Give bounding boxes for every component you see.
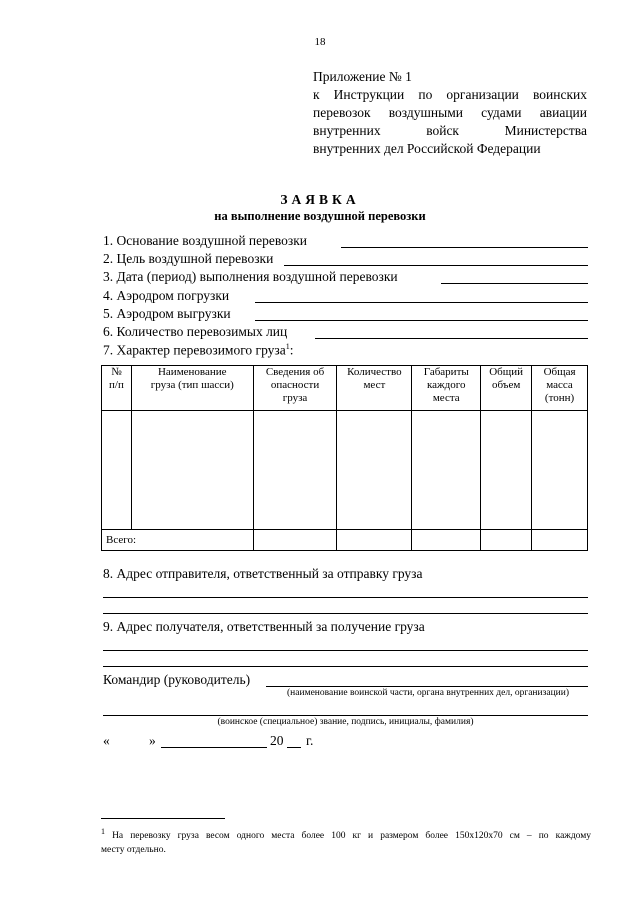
field-cargo-nature-text: 7. Характер перевозимого груза [103, 342, 286, 358]
table-row [102, 411, 588, 530]
commander-signature-caption: (воинское (специальное) звание, подпись, инициалы, фамилия) [217, 717, 474, 727]
appendix-header [313, 68, 587, 158]
commander-unit-caption: (наименование воинской части, органа внутренних дел, организации) [287, 688, 569, 698]
table-cell[interactable] [532, 530, 588, 551]
footnote-line: месту отдельно. [101, 845, 166, 856]
field-unloading-aerodrome-line[interactable] [255, 320, 588, 321]
date-year-prefix: 20 [270, 733, 284, 748]
field-basis-label: 1. Основание воздушной перевозки [103, 233, 308, 248]
table-cell[interactable] [481, 411, 532, 530]
field-persons-count-label: 6. Количество перевозимых лиц [103, 324, 288, 339]
field-cargo-nature-label [103, 342, 294, 359]
appendix-title: Приложение № 1 [313, 69, 412, 84]
appendix-line: к Инструкции по организации воинских [313, 87, 587, 102]
table-cell[interactable] [337, 411, 412, 530]
table-cell[interactable] [102, 411, 132, 530]
field-date-line[interactable] [441, 283, 588, 284]
date-open-quote: « [103, 733, 110, 748]
field-unloading-aerodrome-label: 5. Аэродром выгрузки [103, 306, 231, 321]
table-cell[interactable] [131, 411, 253, 530]
col-header-total-volume: Общий объем [481, 366, 532, 411]
table-cell[interactable] [337, 530, 412, 551]
field-purpose-line[interactable] [284, 265, 588, 266]
col-header-total-mass: Общая масса (тонн) [532, 366, 588, 411]
footnote [101, 825, 591, 857]
appendix-line: внутренних дел Российской Федерации [313, 141, 541, 156]
footnote-separator [101, 818, 225, 819]
col-header-hazard-info: Сведения об опасности груза [253, 366, 337, 411]
footnote-marker: 1 [101, 827, 105, 836]
page-number: 18 [314, 36, 326, 48]
sender-label: 8. Адрес отправителя, ответственный за отправку груза [103, 566, 423, 581]
field-persons-count-line[interactable] [315, 338, 588, 339]
table-cell[interactable] [253, 530, 337, 551]
commander-label: Командир (руководитель) [103, 672, 251, 687]
document-title: ЗАЯВКА [280, 192, 360, 207]
field-loading-aerodrome-label: 4. Аэродром погрузки [103, 288, 230, 303]
receiver-label: 9. Адрес получателя, ответственный за получение груза [103, 619, 425, 634]
appendix-line: внутренних войск Министерства [313, 123, 587, 138]
document-subtitle: на выполнение воздушной перевозки [214, 209, 426, 223]
col-header-number: № п/п [102, 366, 132, 411]
commander-unit-line[interactable] [266, 686, 588, 687]
field-purpose-label: 2. Цель воздушной перевозки [103, 251, 274, 266]
table-cell[interactable] [532, 411, 588, 530]
field-date-label: 3. Дата (период) выполнения воздушной перевозки [103, 269, 398, 284]
col-header-dimensions: Габариты каждого места [412, 366, 481, 411]
table-cell[interactable] [481, 530, 532, 551]
footnote-ref: 1 [285, 342, 290, 351]
table-header-row [102, 366, 588, 411]
col-header-cargo-name: Наименование груза (тип шасси) [131, 366, 253, 411]
date-day-line[interactable] [114, 747, 146, 748]
table-cell[interactable] [412, 530, 481, 551]
total-label: Всего: [102, 530, 254, 551]
sender-line[interactable] [103, 613, 588, 614]
sender-line[interactable] [103, 597, 588, 598]
field-loading-aerodrome-line[interactable] [255, 302, 588, 303]
date-year-suffix: г. [306, 733, 314, 748]
date-close-quote: » [149, 733, 156, 748]
table-cell[interactable] [412, 411, 481, 530]
table-total-row [102, 530, 588, 551]
date-month-line[interactable] [161, 747, 267, 748]
date-year-line[interactable] [287, 747, 301, 748]
receiver-line[interactable] [103, 666, 588, 667]
commander-signature-line[interactable] [103, 715, 588, 716]
receiver-line[interactable] [103, 650, 588, 651]
field-basis-line[interactable] [341, 247, 588, 248]
col-header-places-count: Количество мест [337, 366, 412, 411]
cargo-table [101, 365, 588, 551]
table-cell[interactable] [253, 411, 337, 530]
field-cargo-nature-colon: : [289, 342, 294, 358]
footnote-line: $^1$ На перевозку груза весом одного места более 100 кг и размером более 150х120х70 см – по каждому [101, 827, 592, 842]
appendix-line: перевозок воздушными судами авиации [313, 105, 587, 120]
